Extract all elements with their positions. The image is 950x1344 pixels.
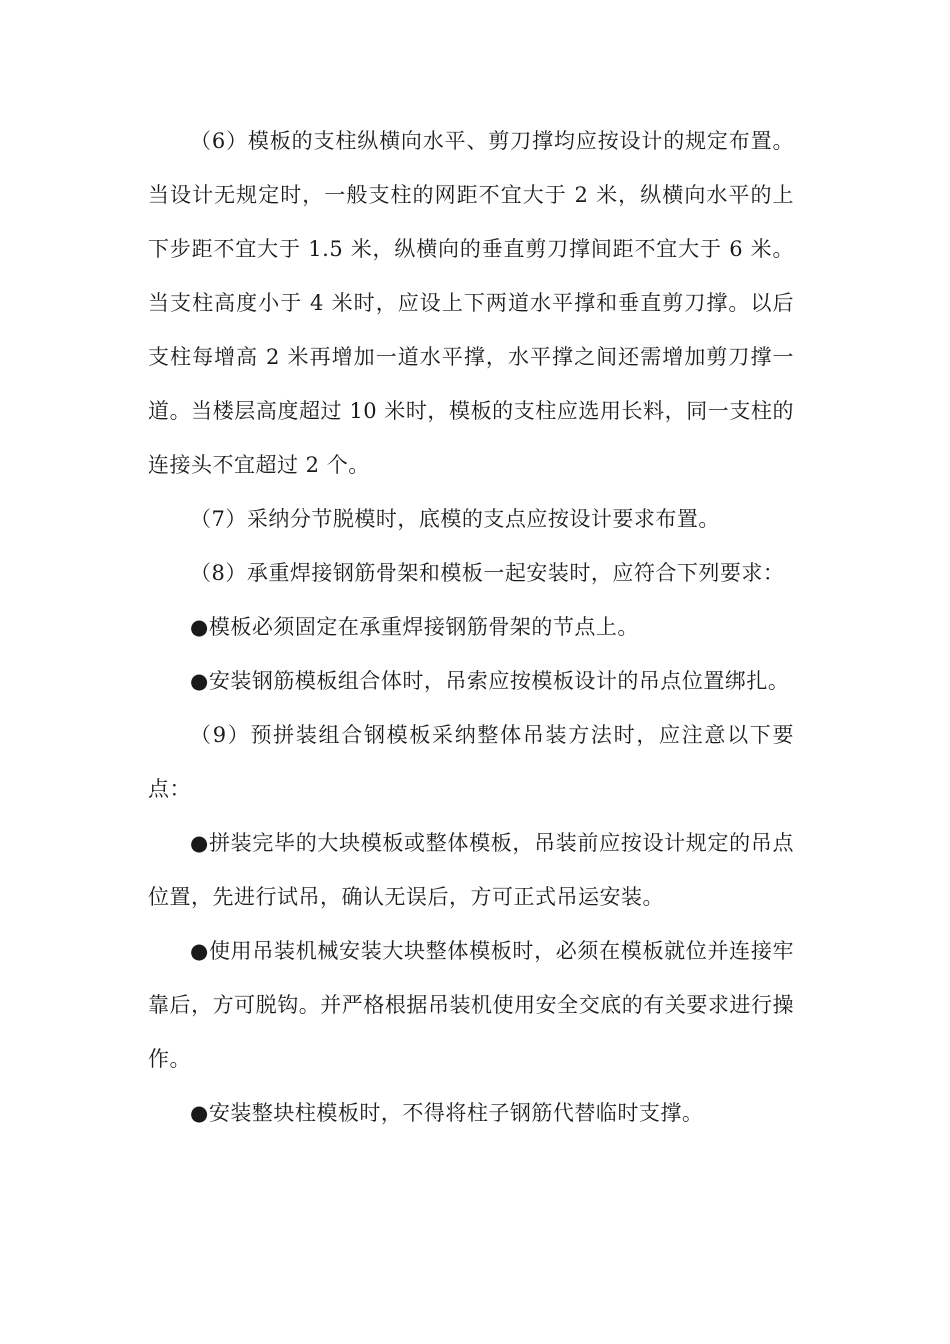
bullet-item: ●安装钢筋模板组合体时，吊索应按模板设计的吊点位置绑扎。: [190, 669, 790, 693]
document-body: [148, 114, 794, 1140]
paragraph-item-7: （7）采纳分节脱模时，底模的支点应按设计要求布置。: [190, 507, 720, 531]
bullet-item: ●安装整块柱模板时，不得将柱子钢筋代替临时支撑。: [190, 1101, 704, 1125]
paragraph-item-9: （9）预拼装组合钢模板采纳整体吊装方法时，应注意以下要点：: [148, 723, 794, 801]
paragraph-item-6: （6）模板的支柱纵横向水平、剪刀撑均应按设计的规定布置。当设计无规定时，一般支柱的网距不宜大于 2 米，纵横向水平的上下步距不宜大于 1.5 米，纵横向的垂直剪刀撑间距不宜大于 6 米。当支柱高度小于 4 米时，应设上下两道水平撑和垂直剪刀撑。以后支柱每增高 2 米再增加一道水平撑，水平撑之间还需增加剪刀撑一道。当楼层高度超过 10 米时，模板的支柱应选用长料，同一支柱的连接头不宜超过 2 个。: [148, 129, 794, 477]
bullet-item: ●模板必须固定在承重焊接钢筋骨架的节点上。: [190, 615, 639, 639]
paragraph-item-8: （8）承重焊接钢筋骨架和模板一起安装时，应符合下列要求：: [190, 561, 785, 585]
bullet-item: ●使用吊装机械安装大块整体模板时，必须在模板就位并连接牢靠后，方可脱钩。并严格根据吊装机使用安全交底的有关要求进行操作。: [148, 939, 794, 1071]
bullet-item: ●拼装完毕的大块模板或整体模板，吊装前应按设计规定的吊点位置，先进行试吊，确认无误后，方可正式吊运安装。: [148, 831, 794, 909]
